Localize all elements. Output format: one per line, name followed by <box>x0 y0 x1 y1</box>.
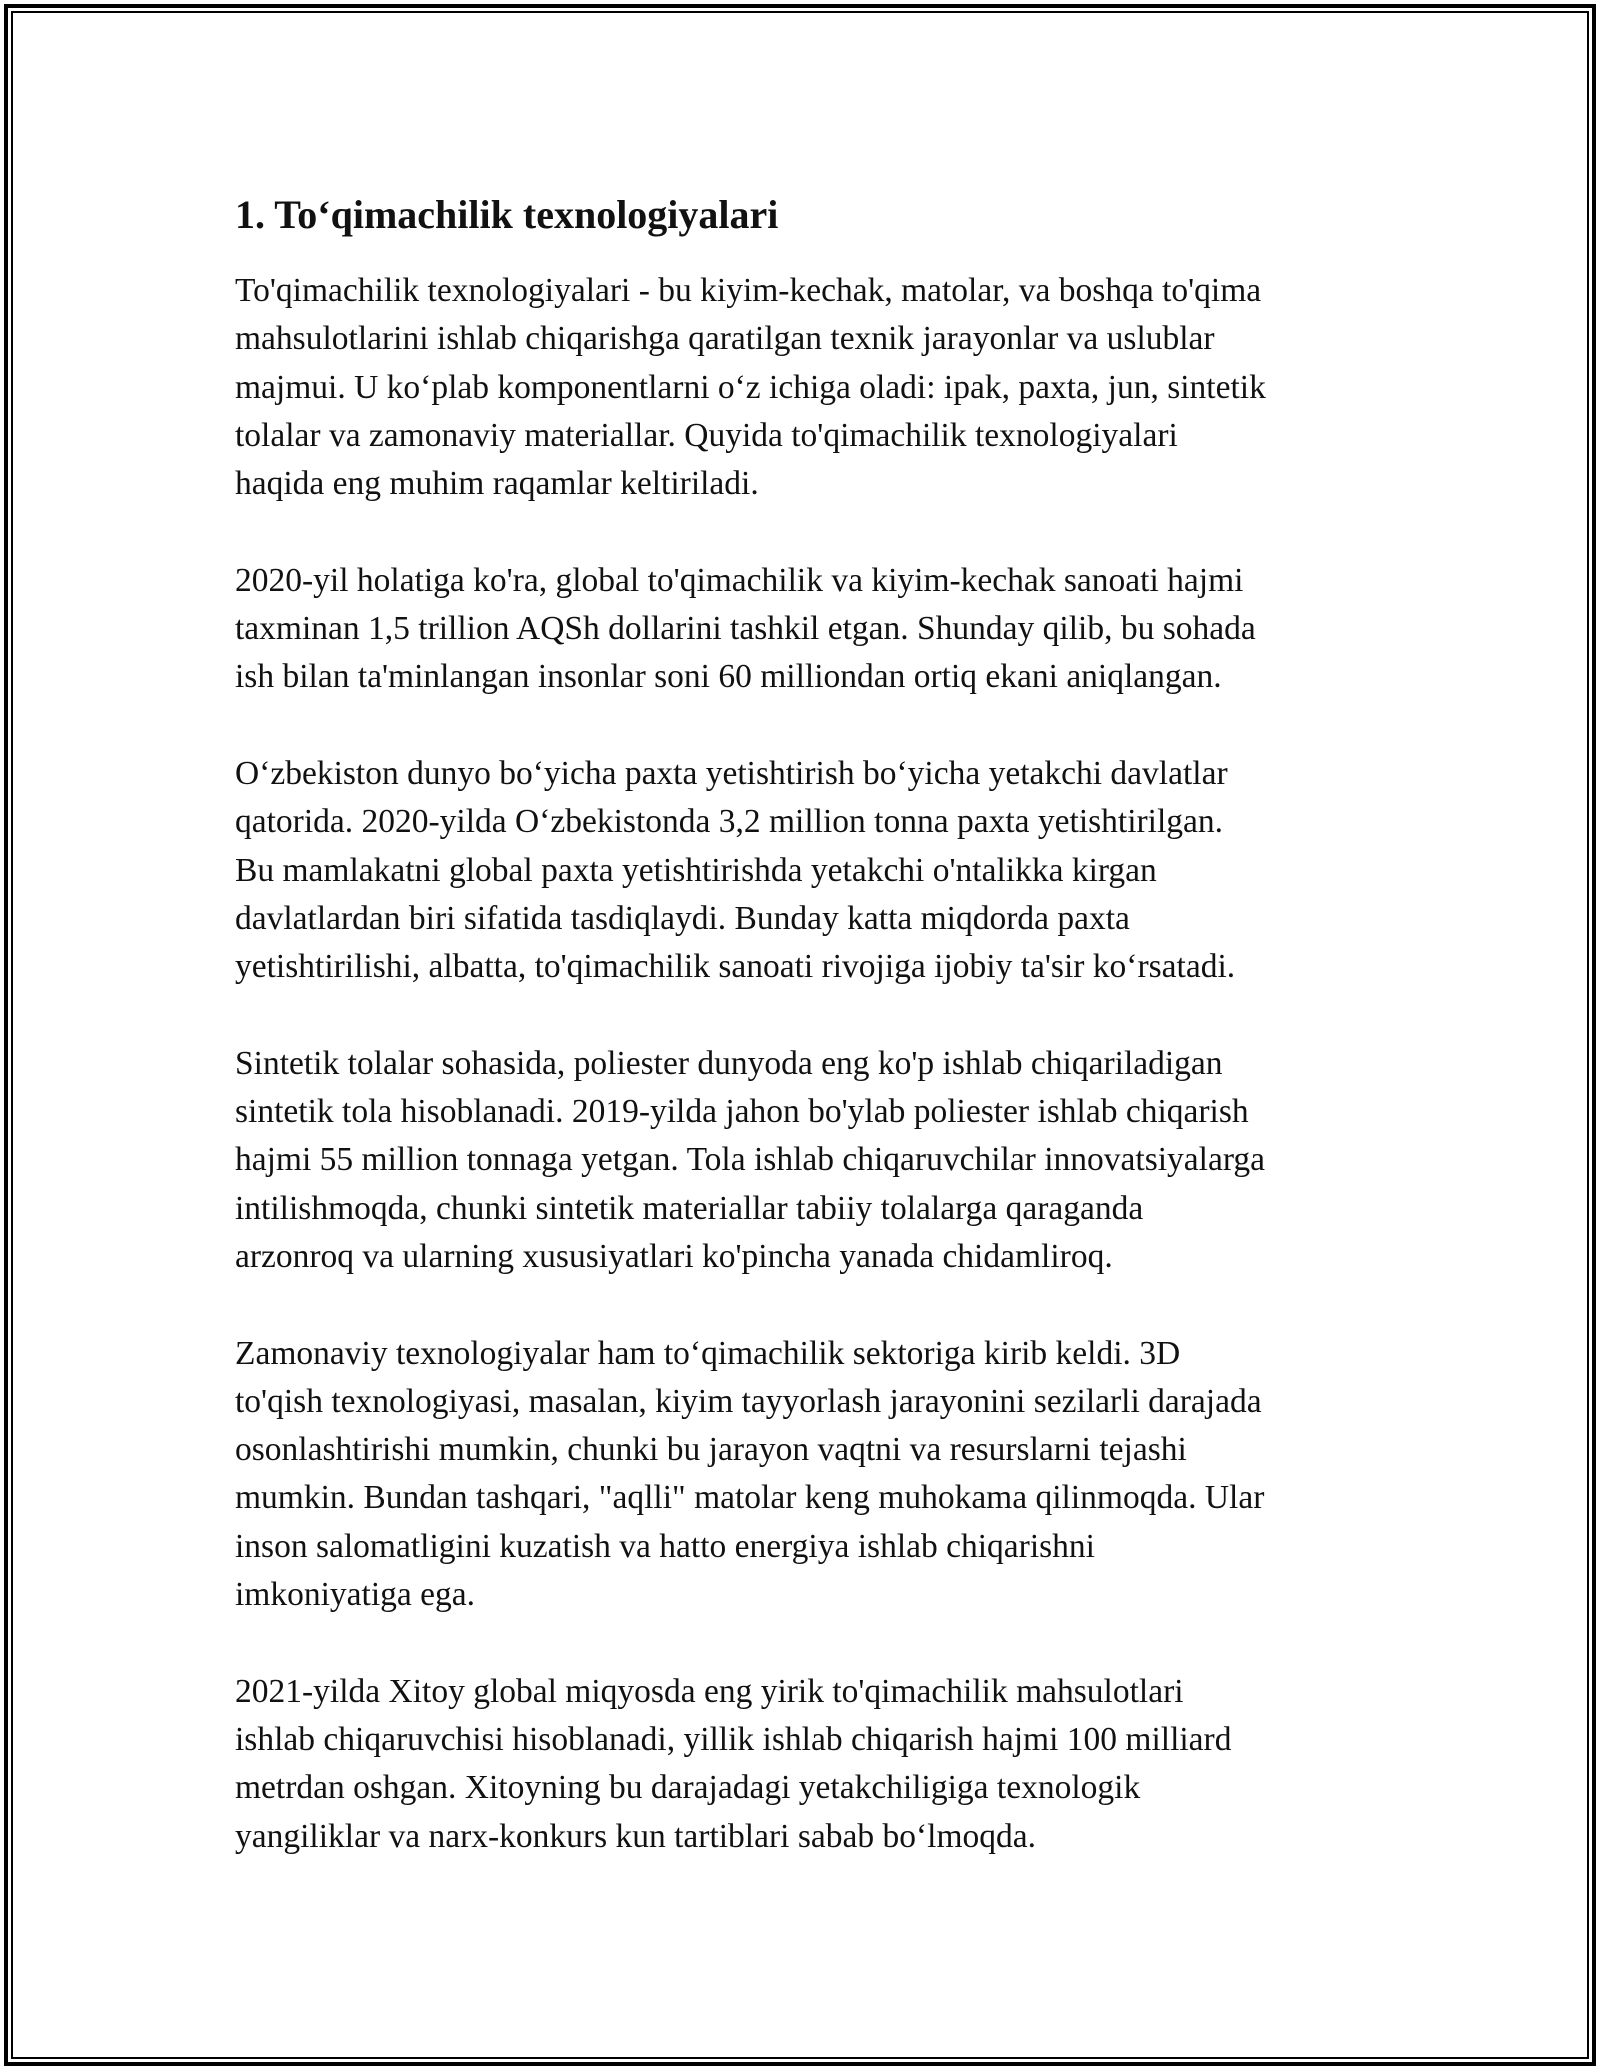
paragraph-synthetic-fibers: Sintetik tolalar sohasida, poliester dunyoda eng ko'p ishlab chiqariladigan sintetik tola hisoblanadi. 2019-yilda jahon bo'ylab poliester ishlab chiqarish hajmi 55 million tonnaga yetgan. Tola ishlab chiqaruvchilar innovatsiyalarga intilishmoqda, chunki sintetik materiallar tabiiy tolalarga qaraganda arzonroq va ularning xususiyatlari ko'pincha yanada chidamliroq. <box>235 1044 1266 1275</box>
paragraph-china-production: 2021-yilda Xitoy global miqyosda eng yirik to'qimachilik mahsulotlari ishlab chiqaruvchisi hisoblanadi, yillik ishlab chiqarish hajmi 100 milliard metrdan oshgan. Xitoyning bu darajadagi yetakchiligiga texnologik yangiliklar va narx-konkurs kun tartiblari sabab bo‘lmoqda. <box>235 1672 1232 1855</box>
paragraph-global-market: 2020-yil holatiga ko'ra, global to'qimachilik va kiyim-kechak sanoati hajmi taxminan 1,5 trillion AQSh dollarini tashkil etgan. Shunday qilib, bu sohada ish bilan ta'minlangan insonlar soni 60 milliondan ortiq ekani aniqlangan. <box>235 561 1256 696</box>
paragraph-uzbekistan-cotton: O‘zbekiston dunyo bo‘yicha paxta yetishtirish bo‘yicha yetakchi davlatlar qatorida. 2020-yilda O‘zbekistonda 3,2 million tonna paxta yetishtirilgan. Bu mamlakatni global paxta yetishtirishda yetakchi o'ntalikka kirgan davlatlardan biri sifatida tasdiqlaydi. Bunday katta miqdorda paxta yetishtirilishi, albatta, to'qimachilik sanoati rivojiga ijobiy ta'sir ko‘rsatadi. <box>235 754 1236 986</box>
section-heading: 1. To‘qimachilik texnologiyalari <box>235 192 779 237</box>
document-body <box>235 185 1375 1909</box>
paragraph-modern-technologies: Zamonaviy texnologiyalar ham to‘qimachilik sektoriga kirib keldi. 3D to'qish texnologiyasi, masalan, kiyim tayyorlash jarayonini sezilarli darajada osonlashtirishi mumkin, chunki bu jarayon vaqtni va resurslarni tejashi mumkin. Bundan tashqari, "aqlli" matolar keng muhokama qilinmoqda. Ular inson salomatligini kuzatish va hatto energiya ishlab chiqarishni imkoniyatiga ega. <box>235 1334 1265 1614</box>
paragraph-intro: To'qimachilik texnologiyalari - bu kiyim-kechak, matolar, va boshqa to'qima mahsulotlarini ishlab chiqarishga qaratilgan texnik jarayonlar va uslublar majmui. U ko‘plab komponentlarni o‘z ichiga oladi: ipak, paxta, jun, sintetik tolalar va zamonaviy materiallar. Quyida to'qimachilik texnologiyalari haqida eng muhim raqamlar keltiriladi. <box>235 272 1266 503</box>
